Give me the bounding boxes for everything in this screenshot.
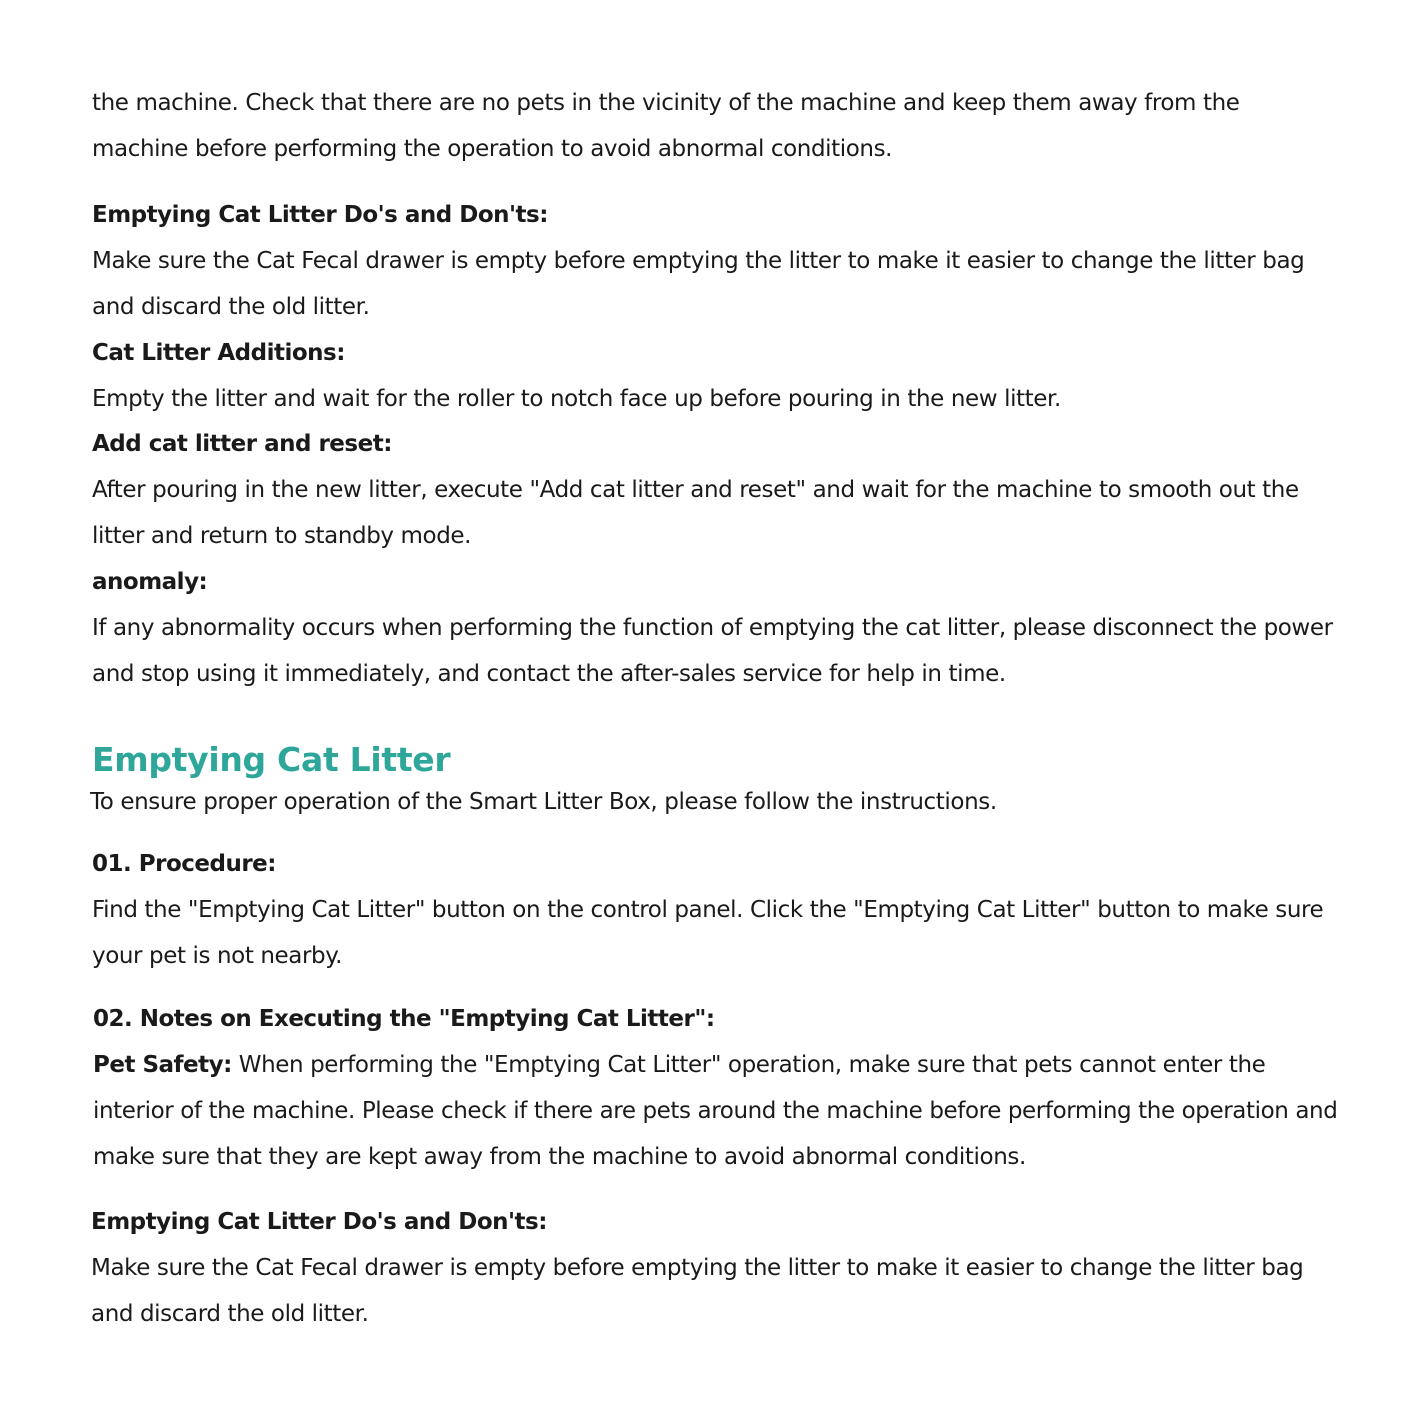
pet-safety-paragraph — [93, 1042, 1343, 1180]
notes-heading: 02. Notes on Executing the "Emptying Cat Litter": — [93, 1006, 715, 1032]
additions-text: Empty the litter and wait for the roller to notch face up before pouring in the new litter. — [92, 386, 1061, 412]
additions-heading: Cat Litter Additions: — [92, 340, 345, 366]
procedure-text: Find the "Emptying Cat Litter" button on the control panel. Click the "Emptying Cat Litter" button to make sure your pet is not nearby. — [92, 897, 1324, 969]
dos-donts-heading: Emptying Cat Litter Do's and Don'ts: — [92, 202, 548, 228]
reset-heading: Add cat litter and reset: — [92, 431, 392, 457]
dos-donts-text: Make sure the Cat Fecal drawer is empty before emptying the litter to make it easier to change the litter bag and discard the old litter. — [92, 248, 1305, 320]
pet-safety-text: When performing the "Emptying Cat Litter" operation, make sure that pets cannot enter the interior of the machine. Please check if there are pets around the machine before performing the operation and make sure that they are kept away from the machine to avoid abnormal conditions. — [93, 1052, 1338, 1170]
pet-safety-label: Pet Safety: — [93, 1052, 232, 1078]
anomaly-text: If any abnormality occurs when performing the function of emptying the cat litter, please disconnect the power and stop using it immediately, and contact the after-sales service for help in time. — [92, 615, 1333, 687]
reset-text: After pouring in the new litter, execute "Add cat litter and reset" and wait for the machine to smooth out the litter and return to standby mode. — [92, 477, 1299, 549]
anomaly-heading: anomaly: — [92, 569, 208, 595]
procedure-heading: 01. Procedure: — [92, 851, 276, 877]
section-title: Emptying Cat Litter — [92, 740, 451, 779]
dos-donts-heading-2: Emptying Cat Litter Do's and Don'ts: — [91, 1209, 547, 1235]
intro-continuation: the machine. Check that there are no pets in the vicinity of the machine and keep them away from the machine before performing the operation to avoid abnormal conditions. — [92, 90, 1240, 162]
section-subtitle: To ensure proper operation of the Smart Litter Box, please follow the instructions. — [90, 789, 997, 815]
dos-donts-text-2: Make sure the Cat Fecal drawer is empty before emptying the litter to make it easier to change the litter bag and discard the old litter. — [91, 1255, 1304, 1327]
